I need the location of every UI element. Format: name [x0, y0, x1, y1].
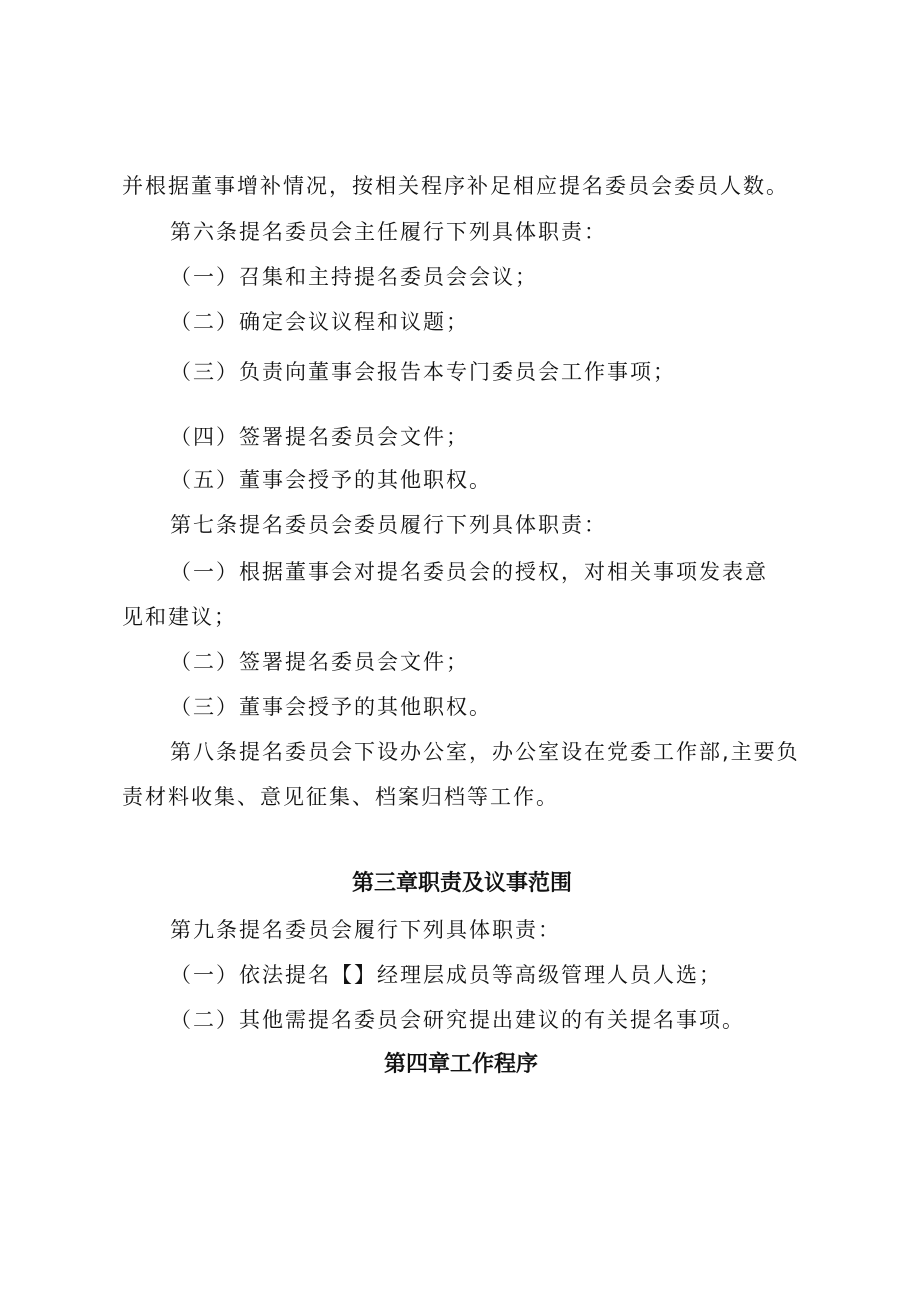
list-item: （三）董事会授予的其他职权。	[170, 695, 492, 719]
chapter-3-heading: 第三章职责及议事范围	[352, 871, 573, 896]
list-item: （二）确定会议议程和议题；	[170, 310, 469, 334]
article-9-title: 第九条提名委员会履行下列具体职责：	[170, 918, 561, 942]
paragraph-line: 见和建议；	[122, 605, 237, 629]
article-6-title: 第六条提名委员会主任履行下列具体职责：	[170, 220, 607, 244]
list-item: （四）签署提名委员会文件；	[170, 425, 469, 449]
list-item: （二）其他需提名委员会研究提出建议的有关提名事项。	[170, 1008, 745, 1032]
paragraph-line: 并根据董事增补情况，按相关程序补足相应提名委员会委员人数。	[122, 174, 789, 198]
article-8-title: 第八条提名委员会下设办公室，办公室设在党委工作部,主要负	[170, 740, 800, 764]
list-item: （一）根据董事会对提名委员会的授权，对相关事项发表意	[170, 560, 768, 584]
list-item: （二）签署提名委员会文件；	[170, 650, 469, 674]
paragraph-line: 责材料收集、意见征集、档案归档等工作。	[122, 785, 559, 809]
list-item: （五）董事会授予的其他职权。	[170, 468, 492, 492]
list-item: （一）召集和主持提名委员会会议；	[170, 265, 538, 289]
list-item: （三）负责向董事会报告本专门委员会工作事项；	[170, 360, 676, 384]
article-7-title: 第七条提名委员会委员履行下列具体职责：	[170, 513, 607, 537]
list-item: （一）依法提名【】经理层成员等高级管理人员人选；	[170, 963, 722, 987]
chapter-4-heading: 第四章工作程序	[384, 1052, 539, 1077]
